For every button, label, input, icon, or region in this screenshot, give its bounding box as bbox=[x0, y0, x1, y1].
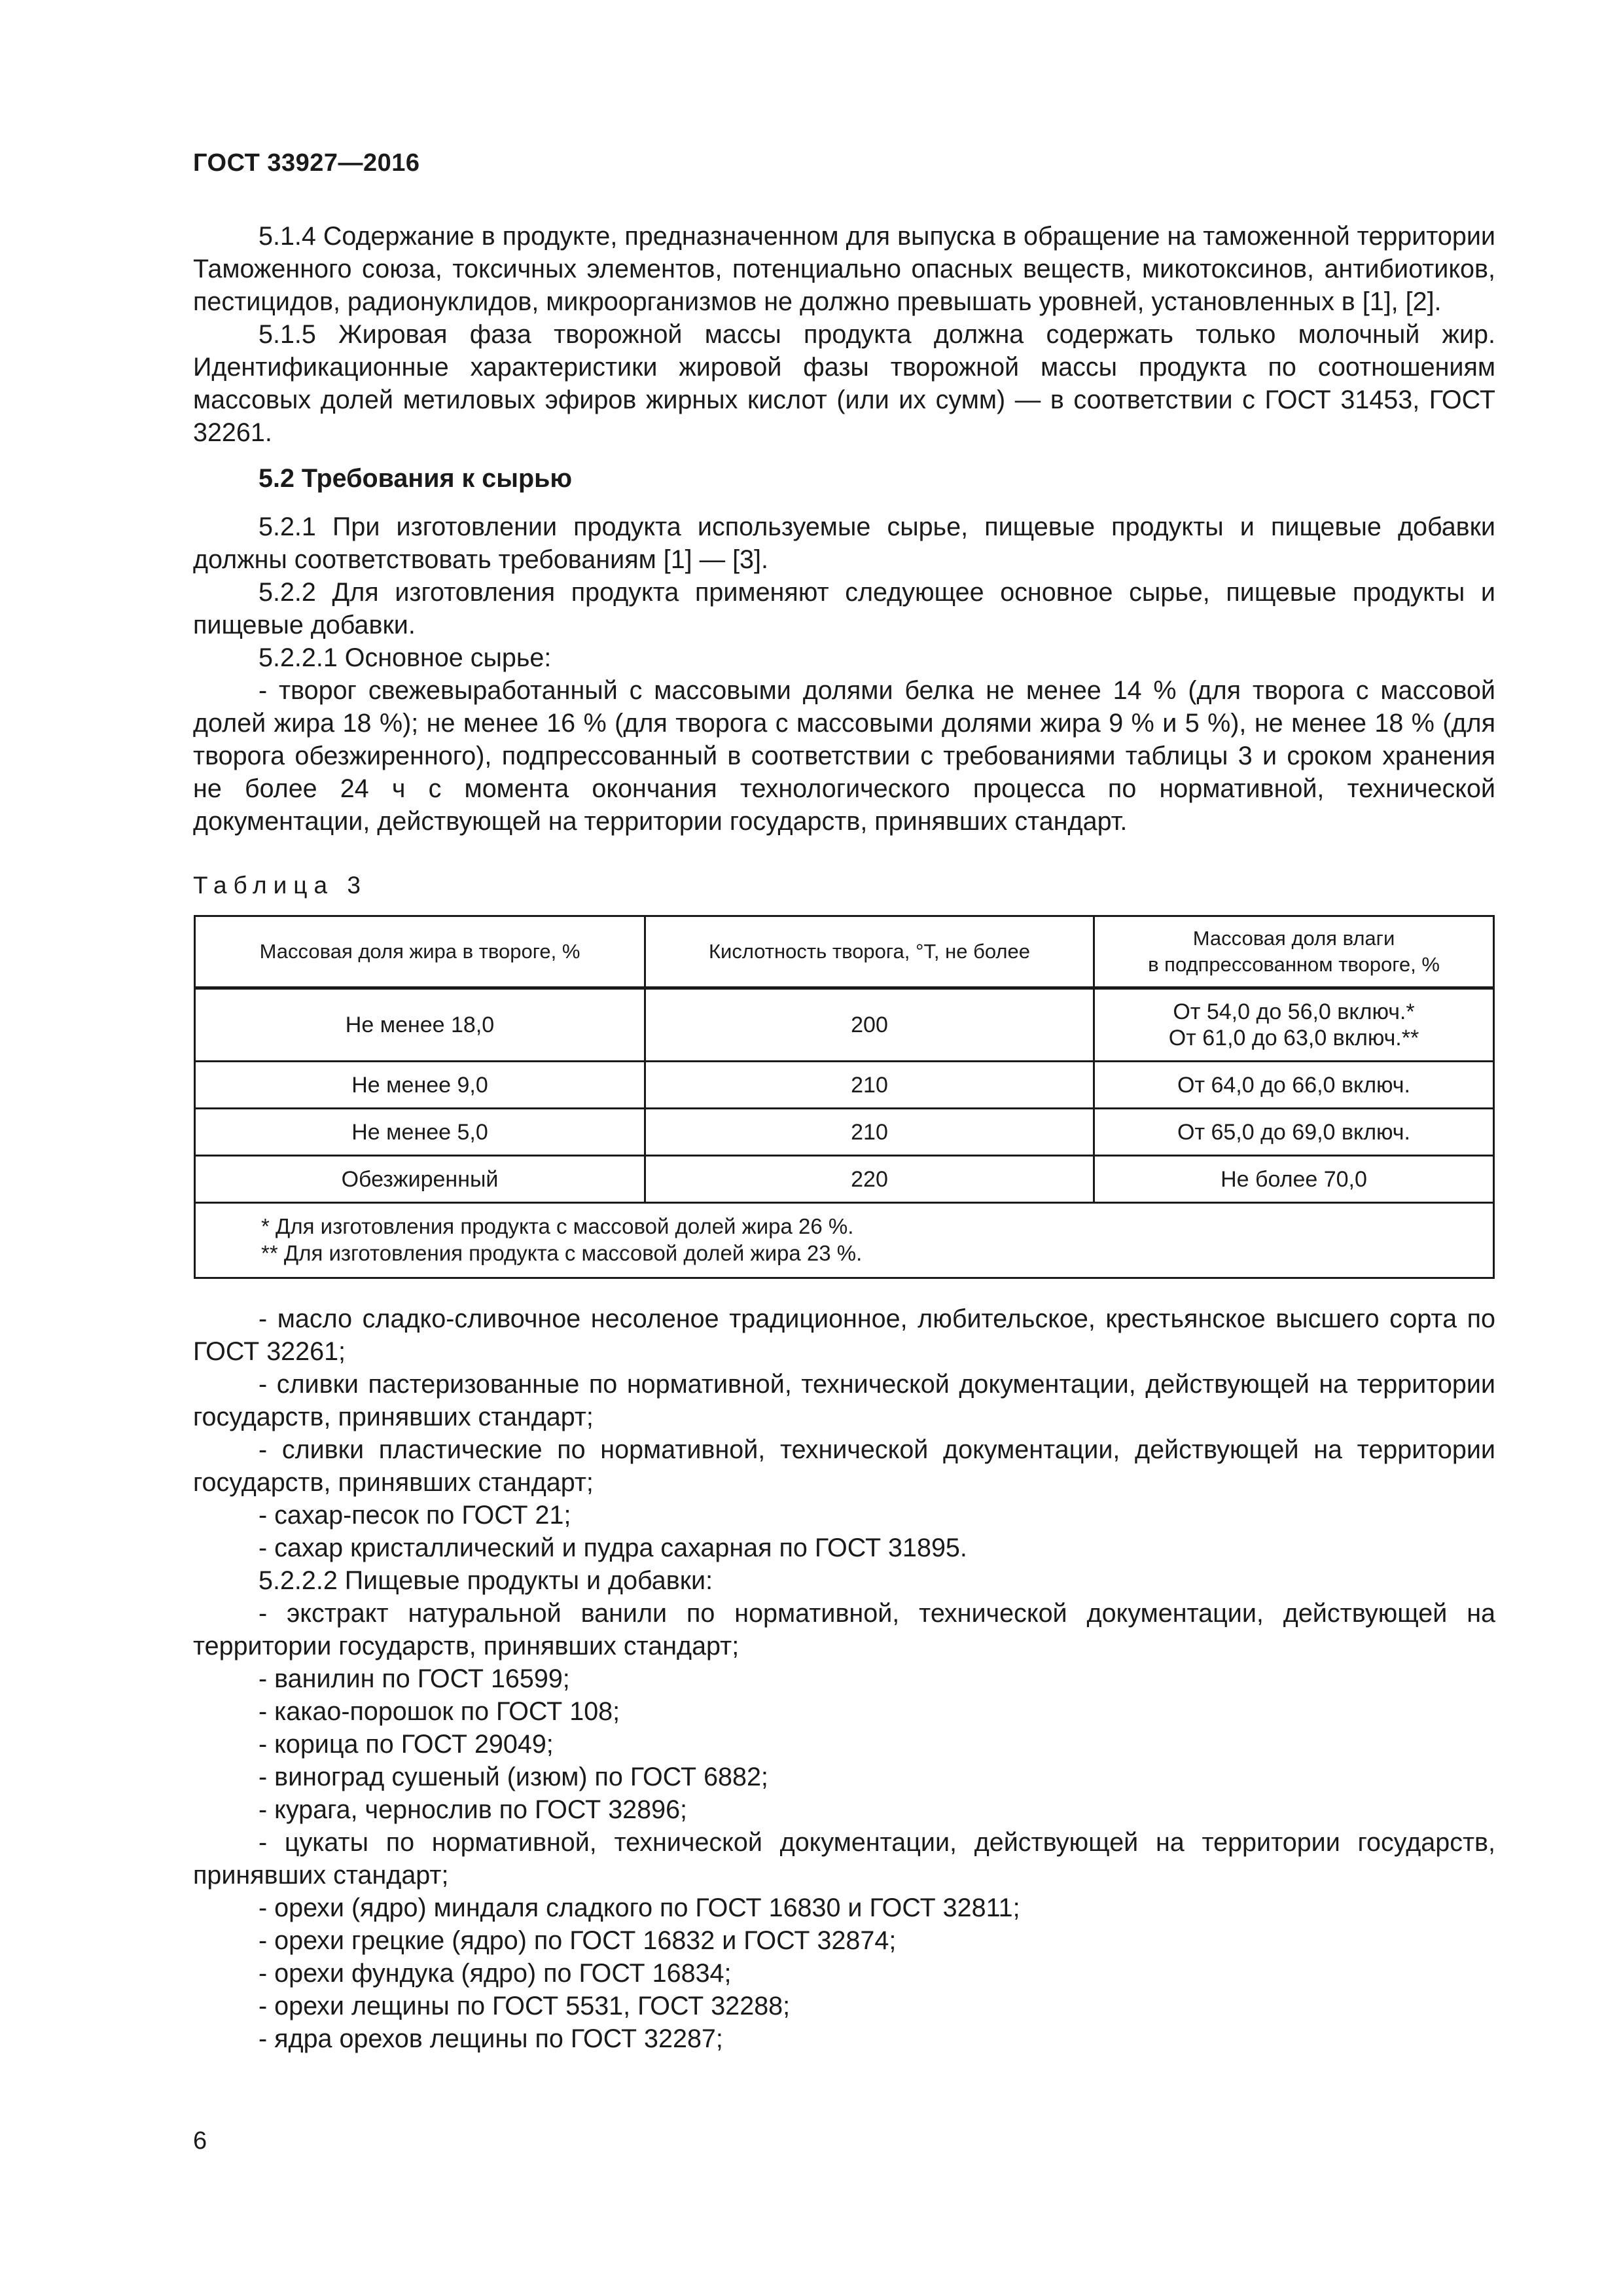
table-cell: От 65,0 до 69,0 включ. bbox=[1094, 1109, 1494, 1156]
table-header-fat: Массовая доля жира в твороге, % bbox=[195, 916, 645, 988]
table-cell: 210 bbox=[645, 1109, 1094, 1156]
table-header-moisture bbox=[1094, 916, 1494, 988]
table-row bbox=[195, 1109, 1494, 1156]
table-cell: Обезжиренный bbox=[195, 1156, 645, 1203]
page-number: 6 bbox=[193, 2127, 207, 2155]
list-item: - орехи грецкие (ядро) по ГОСТ 16832 и ГОСТ 32874; bbox=[259, 1926, 897, 1955]
list-item: - масло сладко-сливочное несоленое традиционное, любительское, крестьянское высшего сорта по ГОСТ 32261; bbox=[193, 1304, 1495, 1366]
section-5-1-4-to-5-2-2-1 bbox=[193, 220, 1495, 838]
table-cell: Не менее 18,0 bbox=[195, 988, 645, 1062]
section-heading-5-2: 5.2 Требования к сырью bbox=[259, 464, 573, 493]
table-3 bbox=[194, 915, 1495, 1279]
table-header-acidity: Кислотность творога, °Т, не более bbox=[645, 916, 1094, 988]
list-item: - сливки пластические по нормативной, технической документации, действующей на территории государств, принявших стандарт; bbox=[193, 1435, 1495, 1497]
section-raw-materials-list bbox=[193, 1302, 1495, 2055]
list-item: - сахар-песок по ГОСТ 21; bbox=[259, 1501, 571, 1530]
paragraph-5-1-4: 5.1.4 Содержание в продукте, предназначенном для выпуска в обращение на таможенной территории Таможенного союза, токсичных элементов, потенциально опасных веществ, микотоксинов, антибиотиков, пестицидов, радионуклидов, микроорганизмов не должно превышать уровней, установленных в [1], [2]. bbox=[193, 222, 1495, 316]
table-header-moisture-line2: в подпрессованном твороге, % bbox=[1148, 953, 1440, 976]
list-item: - орехи лещины по ГОСТ 5531, ГОСТ 32288; bbox=[259, 1992, 791, 2020]
table-cell-line: От 61,0 до 63,0 включ.** bbox=[1168, 1026, 1419, 1050]
table-caption: Таблица 3 bbox=[193, 872, 367, 899]
paragraph-5-2-2-2: 5.2.2.2 Пищевые продукты и добавки: bbox=[259, 1566, 713, 1595]
list-item-curd: - творог свежевыработанный с массовыми долями белка не менее 14 % (для творога с массовой долей жира 18 %); не менее 16 % (для творога с массовыми долями жира 9 % и 5 %), не менее 18 % (для творога обезжиренного), подпрессованный в соответствии с требованиями таблицы 3 и сроком хранения не более 24 ч с момента окончания технологического процесса по нормативной, технической документации, действующей на территории государств, принявших стандарт. bbox=[193, 676, 1495, 836]
table-cell-line: От 54,0 до 56,0 включ.* bbox=[1173, 999, 1415, 1024]
table-notes bbox=[195, 1203, 1494, 1278]
list-item: - сахар кристаллический и пудра сахарная по ГОСТ 31895. bbox=[259, 1534, 967, 1562]
paragraph-5-2-2-1: 5.2.2.1 Основное сырье: bbox=[259, 643, 552, 672]
list-item: - ядра орехов лещины по ГОСТ 32287; bbox=[259, 2024, 723, 2053]
table-cell: 200 bbox=[645, 988, 1094, 1062]
list-item: - орехи фундука (ядро) по ГОСТ 16834; bbox=[259, 1959, 732, 1988]
table-note: ** Для изготовления продукта с массовой долей жира 23 %. bbox=[261, 1241, 863, 1265]
table-notes-row bbox=[195, 1203, 1494, 1278]
document-code-header: ГОСТ 33927—2016 bbox=[193, 149, 420, 177]
list-item: - какао-порошок по ГОСТ 108; bbox=[259, 1697, 620, 1726]
table-cell: Не менее 9,0 bbox=[195, 1062, 645, 1109]
paragraph-5-2-1: 5.2.1 При изготовлении продукта используемые сырье, пищевые продукты и пищевые добавки должны соответствовать требованиям [1] — [3]. bbox=[193, 512, 1495, 574]
paragraph-5-2-2: 5.2.2 Для изготовления продукта применяют следующее основное сырье, пищевые продукты и пищевые добавки. bbox=[193, 578, 1495, 639]
list-item: - корица по ГОСТ 29049; bbox=[259, 1730, 554, 1759]
table-header-moisture-line1: Массовая доля влаги bbox=[1192, 927, 1395, 950]
list-item: - сливки пастеризованные по нормативной, технической документации, действующей на территории государств, принявших стандарт; bbox=[193, 1370, 1495, 1431]
list-item: - экстракт натуральной ванили по нормативной, технической документации, действующей на территории государств, принявших стандарт; bbox=[193, 1599, 1495, 1660]
list-item: - курага, чернослив по ГОСТ 32896; bbox=[259, 1795, 688, 1824]
table-row bbox=[195, 988, 1494, 1062]
table-cell bbox=[1094, 988, 1494, 1062]
table-header-row bbox=[195, 916, 1494, 988]
table-cell: Не более 70,0 bbox=[1094, 1156, 1494, 1203]
list-item: - орехи (ядро) миндаля сладкого по ГОСТ 16830 и ГОСТ 32811; bbox=[259, 1893, 1020, 1922]
list-item: - цукаты по нормативной, технической документации, действующей на территории государств, принявших стандарт; bbox=[193, 1828, 1495, 1890]
list-item: - виноград сушеный (изюм) по ГОСТ 6882; bbox=[259, 1763, 768, 1791]
table-cell: 220 bbox=[645, 1156, 1094, 1203]
table-row bbox=[195, 1062, 1494, 1109]
table-row bbox=[195, 1156, 1494, 1203]
list-item: - ванилин по ГОСТ 16599; bbox=[259, 1664, 570, 1693]
table-cell: 210 bbox=[645, 1062, 1094, 1109]
table-cell: Не менее 5,0 bbox=[195, 1109, 645, 1156]
table-note: * Для изготовления продукта с массовой долей жира 26 %. bbox=[261, 1214, 854, 1238]
table-cell: От 64,0 до 66,0 включ. bbox=[1094, 1062, 1494, 1109]
paragraph-5-1-5: 5.1.5 Жировая фаза творожной массы продукта должна содержать только молочный жир. Идентификационные характеристики жировой фазы творожной массы продукта по соотношениям массовых долей метиловых эфиров жирных кислот (или их сумм) — в соответствии с ГОСТ 31453, ГОСТ 32261. bbox=[193, 320, 1495, 447]
